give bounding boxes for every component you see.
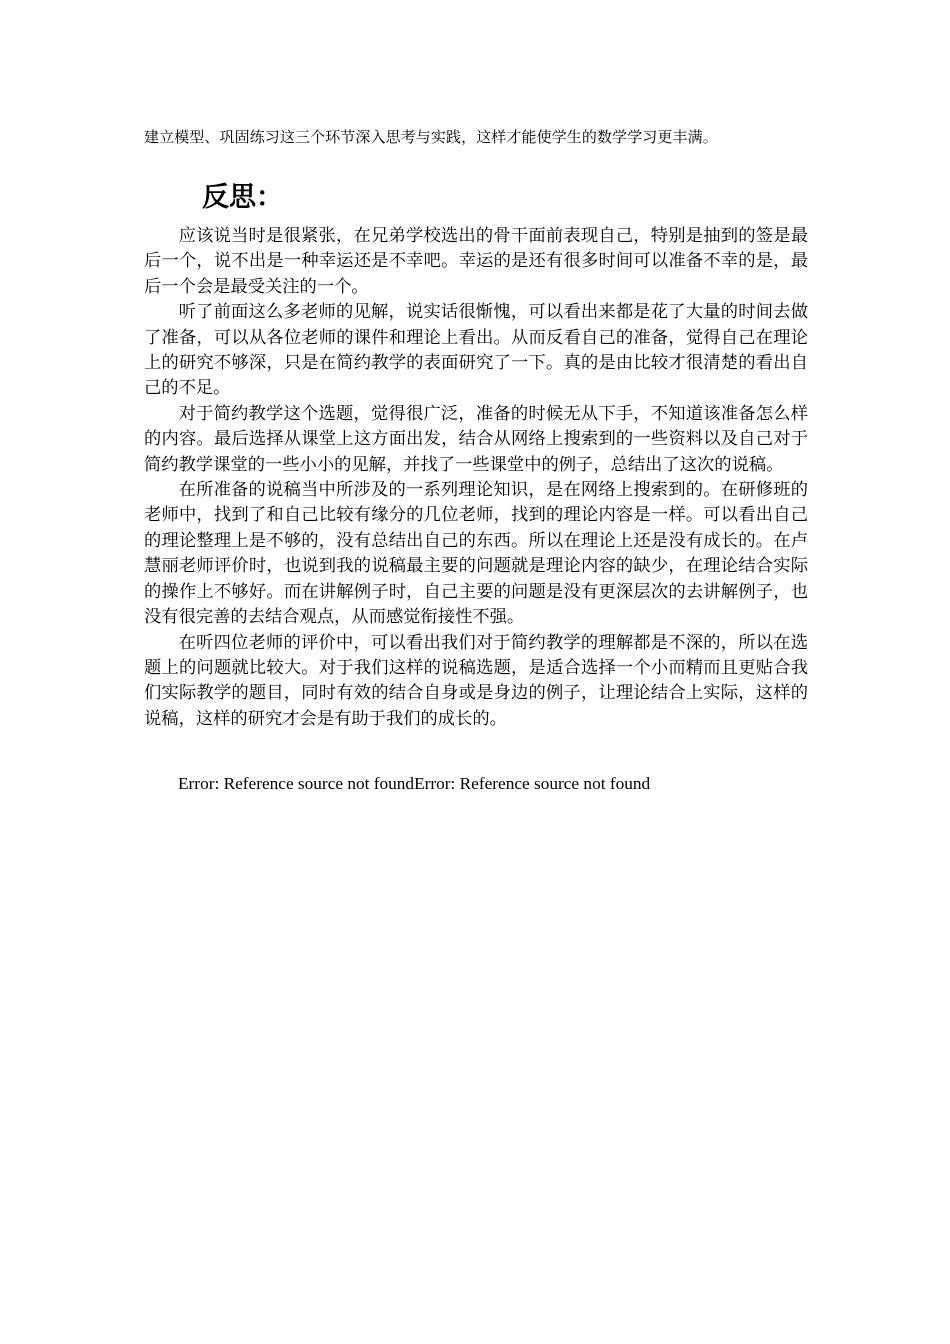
paragraph-3: 对于简约教学这个选题，觉得很广泛，准备的时候无从下手，不知道该准备怎么样的内容。最后选择从课堂上这方面出发，结合从网络上搜索到的一些资料以及自己对于简约教学课堂的一些小小的见解，并找了一些课堂中的例子，总结出了这次的说稿。 <box>144 403 808 475</box>
body-text <box>144 224 808 732</box>
paragraph-4: 在所准备的说稿当中所涉及的一系列理论知识，是在网络上搜索到的。在研修班的老师中，找到了和自己比较有缘分的几位老师，找到的理论内容是一样。可以看出自己的理论整理上是不够的，没有总结出自己的东西。所以在理论上还是没有成长的。在卢慧丽老师评价时，也说到我的说稿最主要的问题就是理论内容的缺少，在理论结合实际的操作上不够好。而在讲解例子时，自己主要的问题是没有更深层次的去讲解例子，也没有很完善的去结合观点，从而感觉衔接性不强。 <box>144 480 808 628</box>
section-heading: 反思： <box>202 182 283 213</box>
reference-error-text: Error: Reference source not foundError: Reference source not found <box>178 774 651 793</box>
intro-text-line: 建立模型、巩固练习这三个环节深入思考与实践，这样才能使学生的数学学习更丰满。 <box>144 128 718 146</box>
paragraph-1: 应该说当时是很紧张，在兄弟学校选出的骨干面前表现自己，特别是抽到的签是最后一个，说不出是一种幸运还是不幸吧。幸运的是还有很多时间可以准备不幸的是，最后一个会是最受关注的一个。 <box>144 226 808 297</box>
paragraph-2: 听了前面这么多老师的见解，说实话很惭愧，可以看出来都是花了大量的时间去做了准备，可以从各位老师的课件和理论上看出。从而反看自己的准备，觉得自己在理论上的研究不够深，只是在简约教学的表面研究了一下。真的是由比较才很清楚的看出自己的不足。 <box>144 302 808 399</box>
paragraph-5: 在听四位老师的评价中，可以看出我们对于简约教学的理解都是不深的，所以在选题上的问题就比较大。对于我们这样的说稿选题，是适合选择一个小而精而且更贴合我们实际教学的题目，同时有效的结合自身或是身边的例子，让理论结合上实际，这样的说稿，这样的研究才会是有助于我们的成长的。 <box>144 632 808 729</box>
